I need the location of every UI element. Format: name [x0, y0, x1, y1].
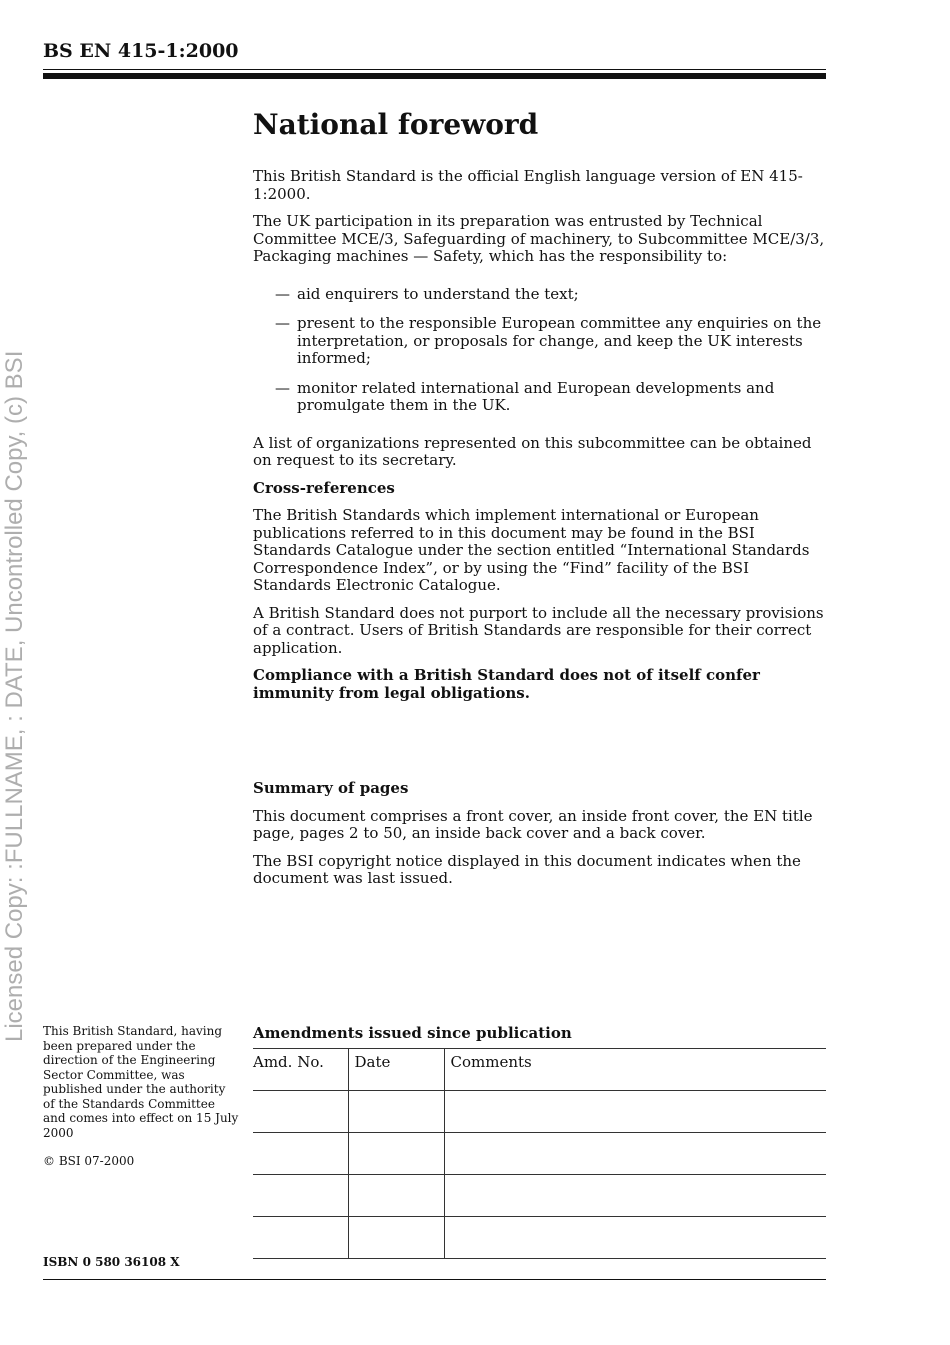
table-cell — [253, 1091, 348, 1133]
table-cell — [348, 1091, 444, 1133]
table-cell — [444, 1217, 826, 1259]
table-header-row — [253, 1049, 826, 1091]
table-row — [253, 1091, 826, 1133]
table-cell — [444, 1175, 826, 1217]
paragraph-uk-participation: The UK participation in its preparation was entrusted by Technical Committee MCE/3, Safeguarding of machinery, to Subcommittee MCE/3/3, Packaging machines — Safety, which has the responsibility to: — [253, 212, 825, 265]
table-cell — [253, 1175, 348, 1217]
document-code: BS EN 415-1:2000 — [43, 40, 239, 62]
header-thin-rule — [43, 69, 826, 70]
footer-rule — [43, 1279, 826, 1280]
summary-of-pages — [253, 780, 828, 898]
table-row — [253, 1133, 826, 1175]
amendments-table — [253, 1048, 826, 1259]
responsibility-list — [253, 286, 828, 415]
crossref-heading: Cross-references — [253, 478, 395, 497]
page-title: National foreword — [253, 108, 539, 141]
list-item — [253, 380, 828, 415]
table-cell — [348, 1133, 444, 1175]
header-thick-rule — [43, 73, 826, 79]
amendments-title: Amendments issued since publication — [253, 1024, 572, 1042]
dash-marker: — — [275, 314, 290, 332]
copyright: © BSI 07-2000 — [43, 1154, 135, 1168]
table-cell — [253, 1217, 348, 1259]
column-header-amd-no: Amd. No. — [253, 1049, 348, 1091]
dash-marker: — — [275, 378, 290, 397]
paragraph-provisions: A British Standard does not purport to include all the necessary provisions of a contract. Users of British Standards are responsible for their correct application. — [253, 603, 824, 657]
list-item — [253, 315, 828, 368]
column-header-comments: Comments — [444, 1049, 826, 1091]
isbn: ISBN 0 580 36108 X — [43, 1255, 180, 1269]
dash-marker: — — [275, 284, 290, 303]
table-cell — [348, 1217, 444, 1259]
paragraph-organizations: A list of organizations represented on this subcommittee can be obtained on request to its secretary. — [253, 433, 812, 469]
table-cell — [348, 1175, 444, 1217]
paragraph-pages: This document comprises a front cover, an inside front cover, the EN title page, pages 2 to 50, an inside back cover and a back cover. — [253, 806, 813, 842]
compliance-note: Compliance with a British Standard does not of itself confer immunity from legal obligations. — [253, 666, 760, 702]
list-item-text: aid enquirers to understand the text; — [297, 284, 579, 303]
summary-heading: Summary of pages — [253, 779, 409, 797]
publication-note: This British Standard, having been prepared under the direction of the Engineering Sector Committee, was published under the authority of the Standards Committee and comes into effect on 15 July 2000 — [43, 1024, 239, 1140]
list-item — [253, 286, 828, 304]
paragraph-official-version: This British Standard is the official English language version of EN 415-1:2000. — [253, 167, 803, 203]
national-foreword — [253, 108, 828, 712]
table-cell — [444, 1133, 826, 1175]
table-row — [253, 1217, 826, 1259]
paragraph-copyright-notice: The BSI copyright notice displayed in this document indicates when the document was last issued. — [253, 851, 801, 887]
paragraph-crossref: The British Standards which implement international or European publications referred to in this document may be found in the BSI Standards Catalogue under the section entitled “International Standards Correspondence Index”, or by using the “Find” facility of the BSI Standards Electronic Catalogue. — [253, 506, 810, 594]
list-item-text: monitor related international and European developments and promulgate them in the UK. — [297, 378, 775, 414]
list-item-text: present to the responsible European committee any enquiries on the interpretation, or proposals for change, and keep the UK interests informed; — [297, 314, 822, 367]
table-cell — [253, 1133, 348, 1175]
column-header-date: Date — [348, 1049, 444, 1091]
license-watermark: Licensed Copy: :FULLNAME, : DATE, Uncontrolled Copy, (c) BSI — [1, 350, 28, 1042]
table-cell — [444, 1091, 826, 1133]
table-row — [253, 1175, 826, 1217]
